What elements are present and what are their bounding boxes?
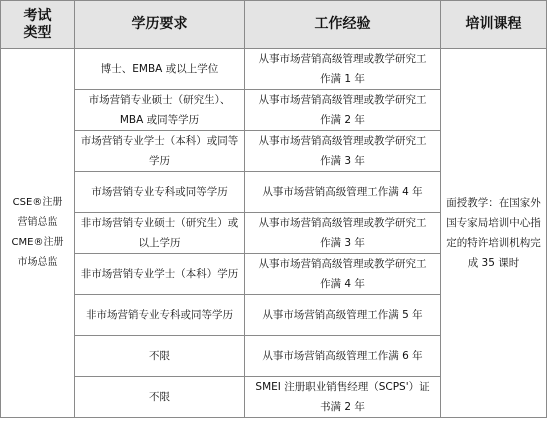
education-cell: 博士、EMBA 或以上学位 (75, 49, 245, 90)
header-row (1, 1, 547, 49)
exam-type-line: 市场总监 (17, 257, 58, 268)
experience-cell: 从事市场营销高级管理或教学研究工作满 4 年 (245, 254, 441, 295)
experience-cell: 从事市场营销高级管理或教学研究工作满 3 年 (245, 213, 441, 254)
education-cell: 非市场营销专业专科或同等学历 (75, 295, 245, 336)
header-education: 学历要求 (75, 1, 245, 49)
training-cell: 面授教学：在国家外国专家局培训中心指定的特许培训机构完成 35 课时 (441, 49, 547, 418)
exam-type-cell (1, 49, 75, 418)
exam-type-line: CME®注册 (11, 237, 64, 248)
education-cell: 非市场营销专业硕士（研究生）或以上学历 (75, 213, 245, 254)
experience-cell: 从事市场营销高级管理工作满 6 年 (245, 336, 441, 377)
education-cell: 非市场营销专业学士（本科）学历 (75, 254, 245, 295)
header-exam-type: 考试类型 (1, 1, 75, 49)
experience-cell: 从事市场营销高级管理工作满 4 年 (245, 172, 441, 213)
experience-cell: SMEI 注册职业销售经理（SCPS'）证书满 2 年 (245, 377, 441, 418)
header-experience: 工作经验 (245, 1, 441, 49)
experience-cell: 从事市场营销高级管理或教学研究工作满 3 年 (245, 131, 441, 172)
education-cell: 不限 (75, 336, 245, 377)
experience-cell: 从事市场营销高级管理或教学研究工作满 1 年 (245, 49, 441, 90)
header-training: 培训课程 (441, 1, 547, 49)
education-cell: 不限 (75, 377, 245, 418)
education-cell: 市场营销专业专科或同等学历 (75, 172, 245, 213)
experience-cell: 从事市场营销高级管理或教学研究工作满 2 年 (245, 90, 441, 131)
table-row (1, 49, 547, 90)
exam-type-line: 营销总监 (17, 217, 58, 228)
experience-cell: 从事市场营销高级管理工作满 5 年 (245, 295, 441, 336)
exam-type-line: CSE®注册 (12, 197, 63, 208)
education-cell: 市场营销专业学士（本科）或同等学历 (75, 131, 245, 172)
education-cell: 市场营销专业硕士（研究生）、MBA 或同等学历 (75, 90, 245, 131)
